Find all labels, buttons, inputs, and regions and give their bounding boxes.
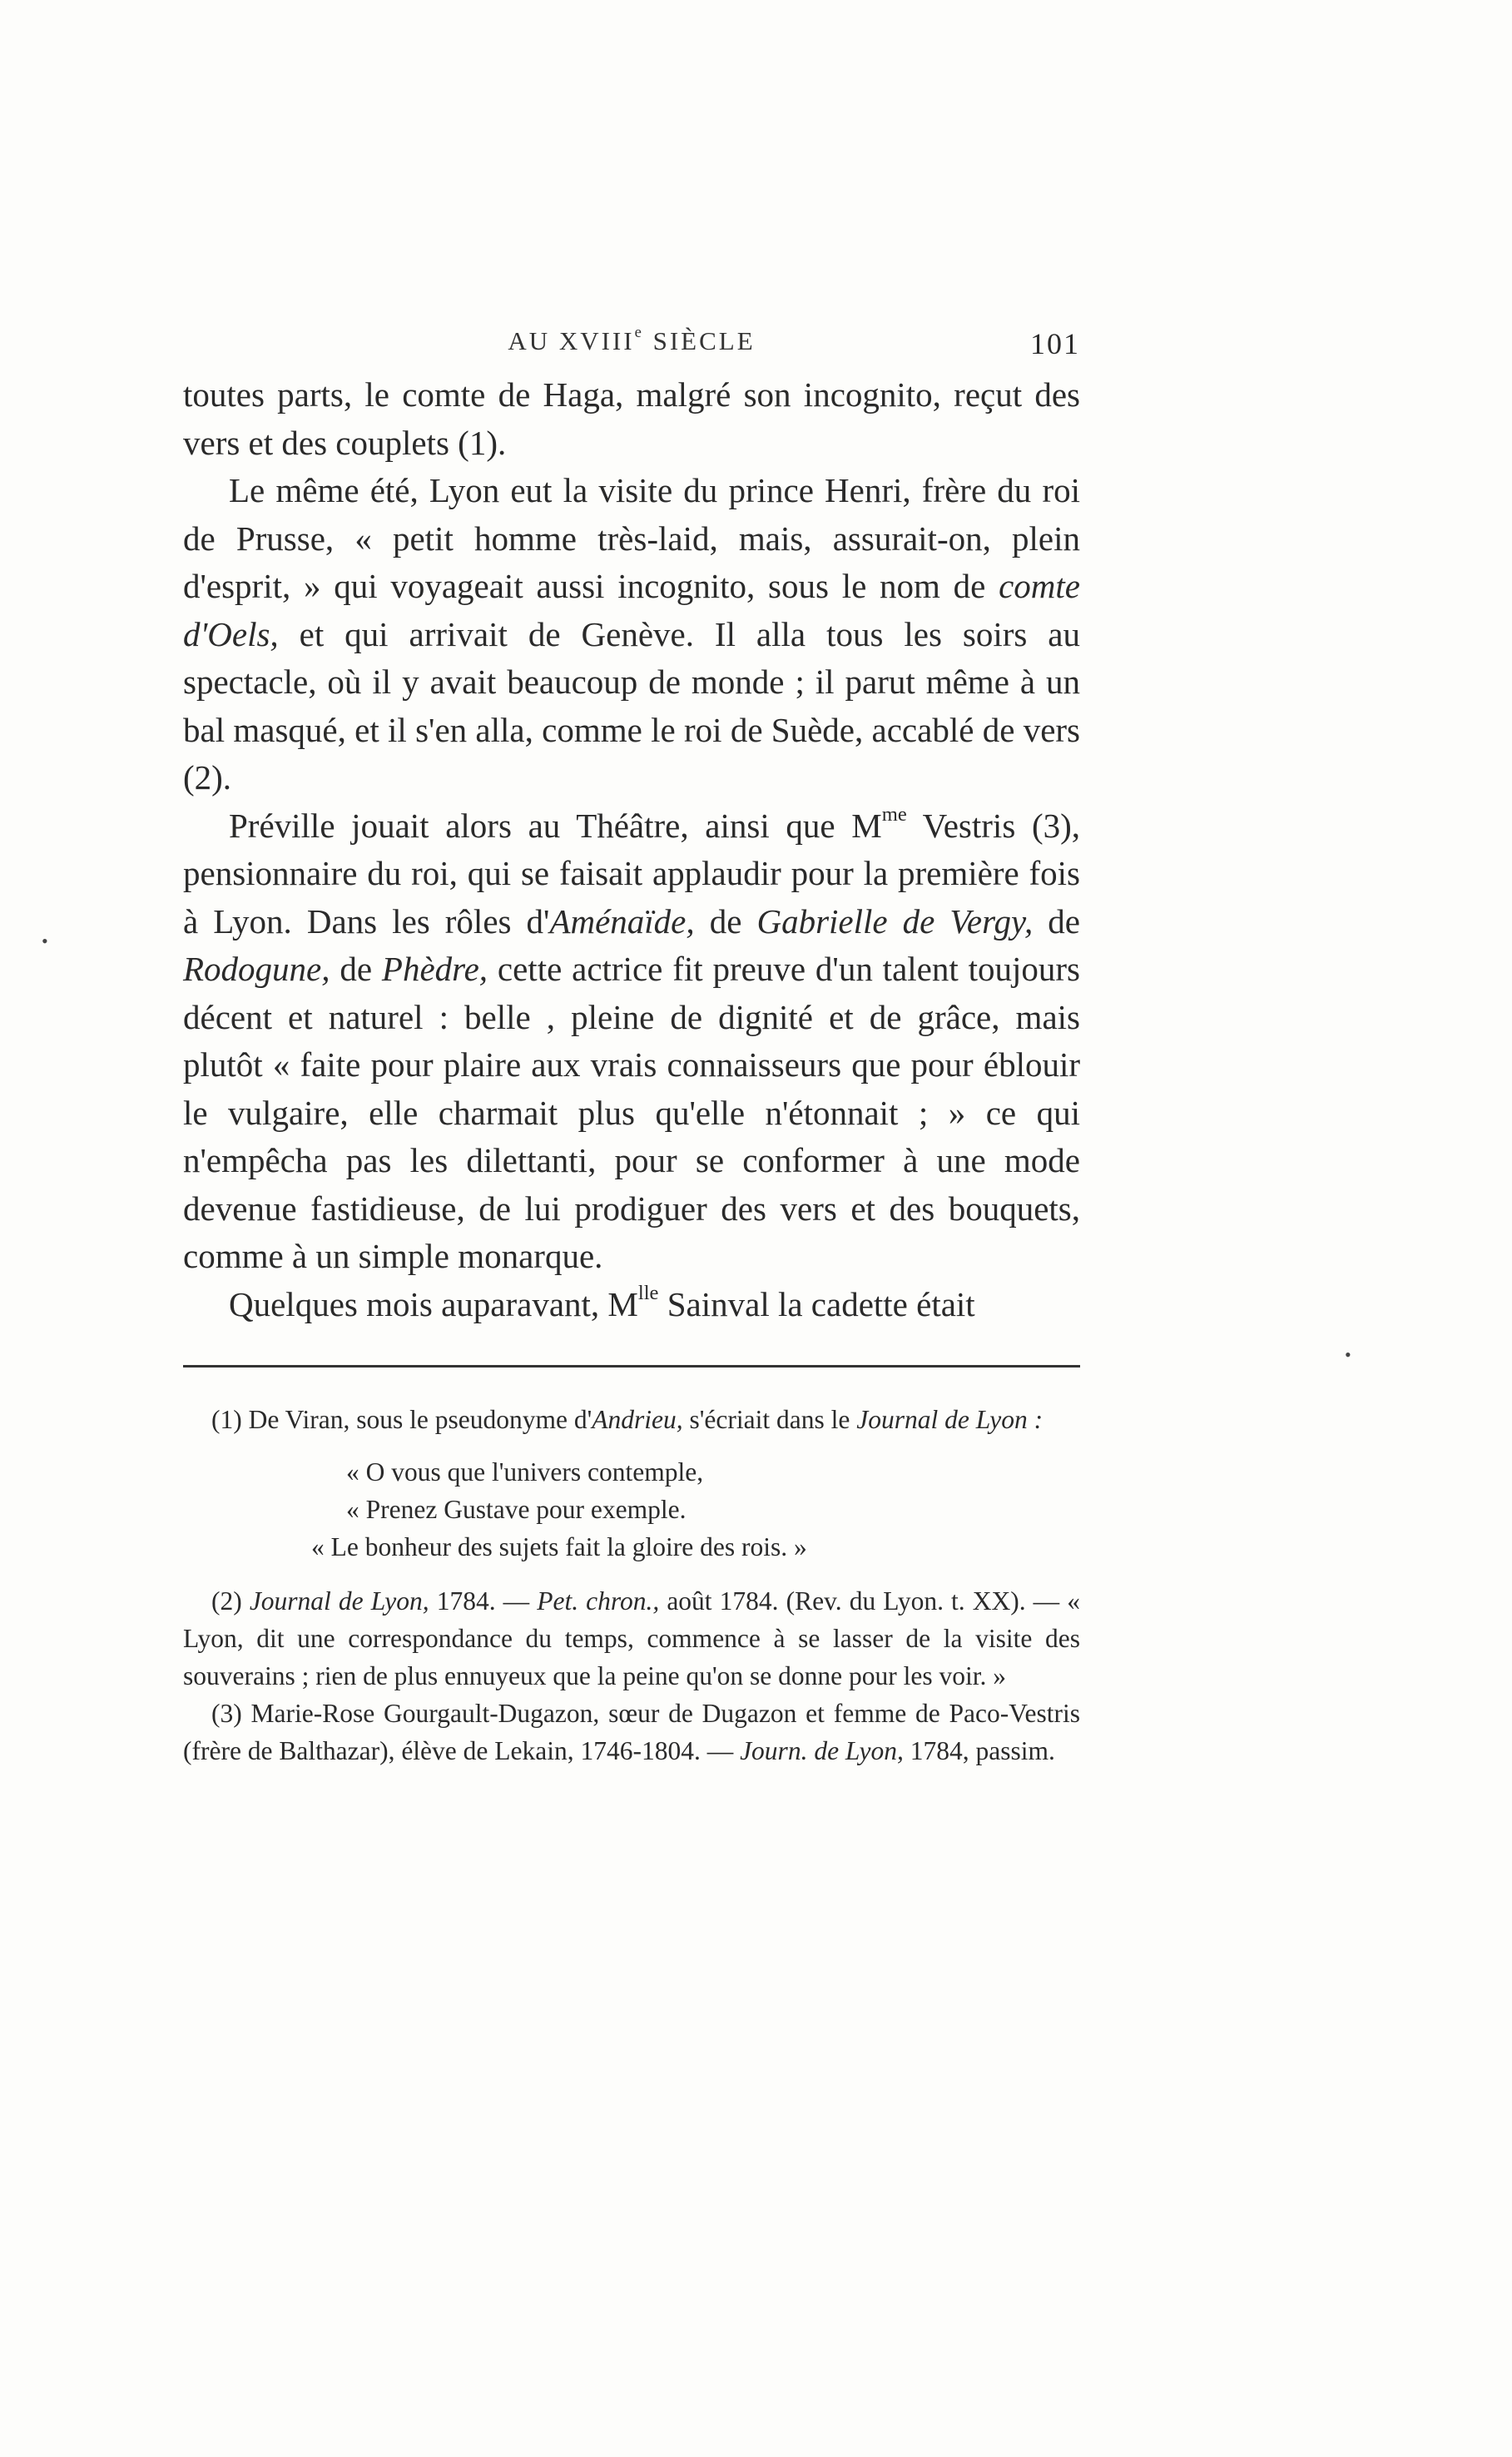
footnote-2: (2) Journal de Lyon, 1784. — Pet. chron., août 1784. (Rev. du Lyon. t. XX). — « Lyon, dit une correspondance du temps, commence à se lasser de la visite des souverains ; rien de plus ennuyeux que la peine qu'on se donne pour les voir. » (183, 1586, 1080, 1690)
verse-line-3: « Le bonheur des sujets fait la gloire des rois. » (311, 1532, 807, 1561)
footnote-divider (183, 1365, 1080, 1367)
paragraph-3: Préville jouait alors au Théâtre, ainsi que $M^{me}$ Vestris (3), pensionnaire du roi, qui se faisait applaudir pour la première fois à Lyon. Dans les rôles d'Aménaïde, de Gabrielle de Vergy, de Rodogune, de Phèdre, cette actrice fit preuve d'un talent toujours décent et naturel : belle , pleine de dignité et de grâce, mais plutôt « faite pour plaire aux vrais connaisseurs que pour éblouir le vulgaire, elle charmait plus qu'elle n'étonnait ; » ce qui n'empêcha pas les dilettanti, pour se conformer à une mode devenue fastidieuse, de lui prodiguer des vers et des bouquets, comme à un simple monarque. (183, 802, 1081, 1275)
margin-mark-left: • (42, 931, 48, 951)
header-title: AU XVIIIe SIÈCLE (508, 323, 756, 355)
footnote-verse (183, 1453, 1080, 1566)
paragraph-2: Le même été, Lyon eut la visite du prince Henri, frère du roi de Prusse, « petit homme très-laid, mais, assurait-on, plein d'esprit, » qui voyageait aussi incognito, sous le nom de comte d'Oels, et qui arrivait de Genève. Il alla tous les soirs au spectacle, où il y avait beaucoup de monde ; il parut même à un bal masqué, et il s'en alla, comme le roi de Suède, accablé de vers (2). (183, 471, 1080, 797)
margin-mark-right: • (1345, 1344, 1351, 1365)
footnote-3: (3) Marie-Rose Gourgault-Dugazon, sœur de Dugazon et femme de Paco-Vestris (frère de Balthazar), élève de Lekain, 1746-1804. — Journ. de Lyon, 1784, passim. (183, 1699, 1080, 1765)
verse-line-1: « O vous que l'univers contemple, (346, 1457, 704, 1487)
footnote-1: (1) De Viran, sous le pseudonyme d'Andrieu, s'écriait dans le Journal de Lyon : (211, 1405, 1044, 1434)
paragraph-4: Quelques mois auparavant, $M^{lle}$ Sainval la cadette était (229, 1281, 975, 1323)
page-number: 101 (1030, 327, 1080, 360)
book-page (183, 323, 1081, 1770)
paragraph-1: toutes parts, le comte de Haga, malgré son incognito, reçut des vers et des couplets (1). (183, 375, 1080, 462)
footnotes (183, 1401, 1080, 1770)
main-text (183, 371, 1080, 1328)
running-header (183, 323, 1080, 371)
verse-line-2: « Prenez Gustave pour exemple. (346, 1495, 687, 1524)
